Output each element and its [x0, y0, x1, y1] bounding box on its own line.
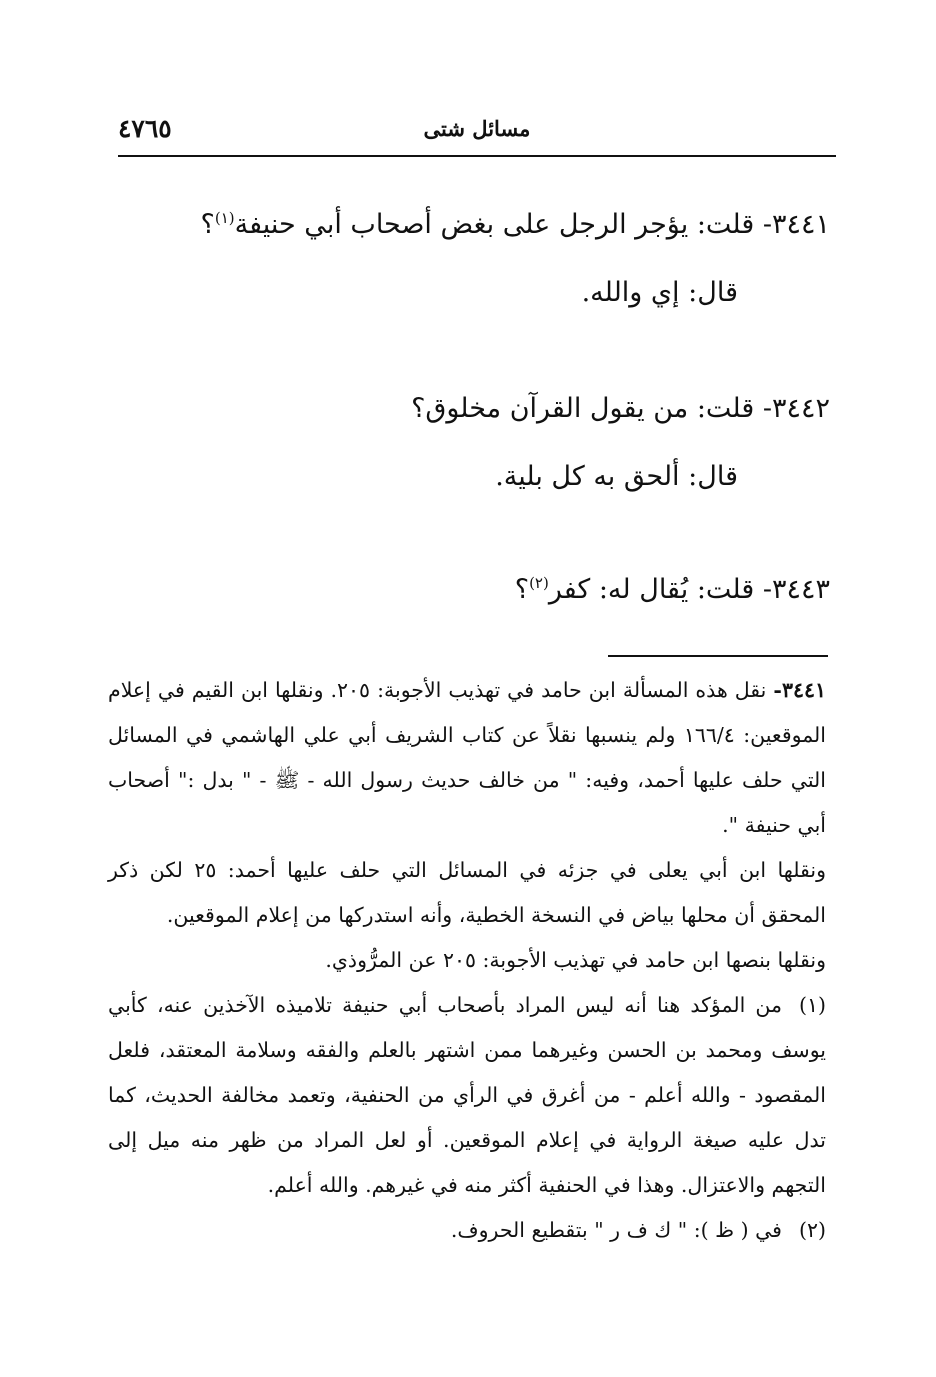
footnote-reference[interactable]: (١)	[214, 209, 235, 227]
footnote-3441-para1	[108, 668, 826, 848]
footnote-3441-para2: ونقلها ابن أبي يعلى في جزئه في المسائل التي حلف عليها أحمد: ٢٥ لكن ذكر المحقق أن محلها بياض في النسخة الخطية، وأنه استدركها من إعلام الموقعين.	[108, 858, 827, 927]
question-line	[110, 205, 830, 245]
footnote-label: ٣٤٤١-	[773, 678, 826, 702]
entry-3441	[110, 205, 830, 313]
footnote-reference[interactable]: (٢)	[529, 574, 549, 592]
footnote-text: من المؤكد هنا أنه ليس المراد بأصحاب أبي حنيفة تلاميذه الآخذين عنه، كأبي يوسف ومحمد بن الحسن وغيرهما ممن اشتهر بالعلم والفقه وسلامة المعتقد، فلعل المقصود - والله أعلم - من أغرق في الرأي من الحنفية، وتعمد مخالفة الحديث، كما تدل عليه صيغة الرواية في إعلام الموقعين. أو لعل المراد من ظهر منه ميل إلى التجهم والاعتزال. وهذا في الحنفية أكثر منه في غيرهم. والله أعلم.	[108, 993, 826, 1197]
running-title: مسائل شتى	[423, 116, 531, 141]
entry-number: ٣٤٤٣-	[762, 574, 830, 605]
question-line	[110, 389, 830, 429]
entry-3443	[110, 570, 830, 610]
footnotes-section	[108, 668, 826, 1253]
entry-number: ٣٤٤١-	[762, 209, 830, 240]
entry-3442	[110, 389, 830, 497]
entry-number: ٣٤٤٢-	[762, 393, 830, 424]
footnote-text: نقل هذه المسألة ابن حامد في تهذيب الأجوبة: ٢٠٥. ونقلها ابن القيم في إعلام الموقعين: ١٦٦/٤ ولم ينسبها نقلاً عن كتاب الشريف أبي علي الهاشمي في المسائل التي حلف عليها أحمد، وفيه: " من خالف حديث رسول الله - ﷺ - " بدل :" أصحاب أبي حنيفة ".	[108, 678, 826, 837]
footnote-marker: (٢)	[798, 1218, 826, 1242]
question-text: قلت: يؤجر الرجل على بغض أصحاب أبي حنيفة	[234, 209, 763, 240]
footnote-3441-para3: ونقلها بنصها ابن حامد في تهذيب الأجوبة: ٢٠٥ عن المرُّوذي.	[325, 948, 826, 972]
footnote-text: في ( ظ ): " ك ف ر " بتقطيع الحروف.	[450, 1218, 782, 1242]
question-line	[110, 570, 830, 610]
footnote-divider	[608, 655, 828, 657]
page-number: ٤٧٦٥	[118, 114, 172, 143]
page-header	[118, 110, 836, 154]
question-text: قلت: يُقال له: كفر	[548, 574, 763, 605]
answer-text: قال: ألحق به كل بلية.	[495, 461, 738, 492]
question-mark: ؟	[514, 574, 530, 605]
question-text: قلت: من يقول القرآن مخلوق؟	[411, 393, 763, 424]
question-mark: ؟	[200, 209, 215, 240]
answer-text: قال: إي والله.	[581, 277, 738, 308]
header-divider	[118, 155, 836, 157]
footnote-2	[108, 1208, 826, 1253]
footnote-1	[108, 983, 826, 1208]
footnote-marker: (١)	[798, 993, 826, 1017]
